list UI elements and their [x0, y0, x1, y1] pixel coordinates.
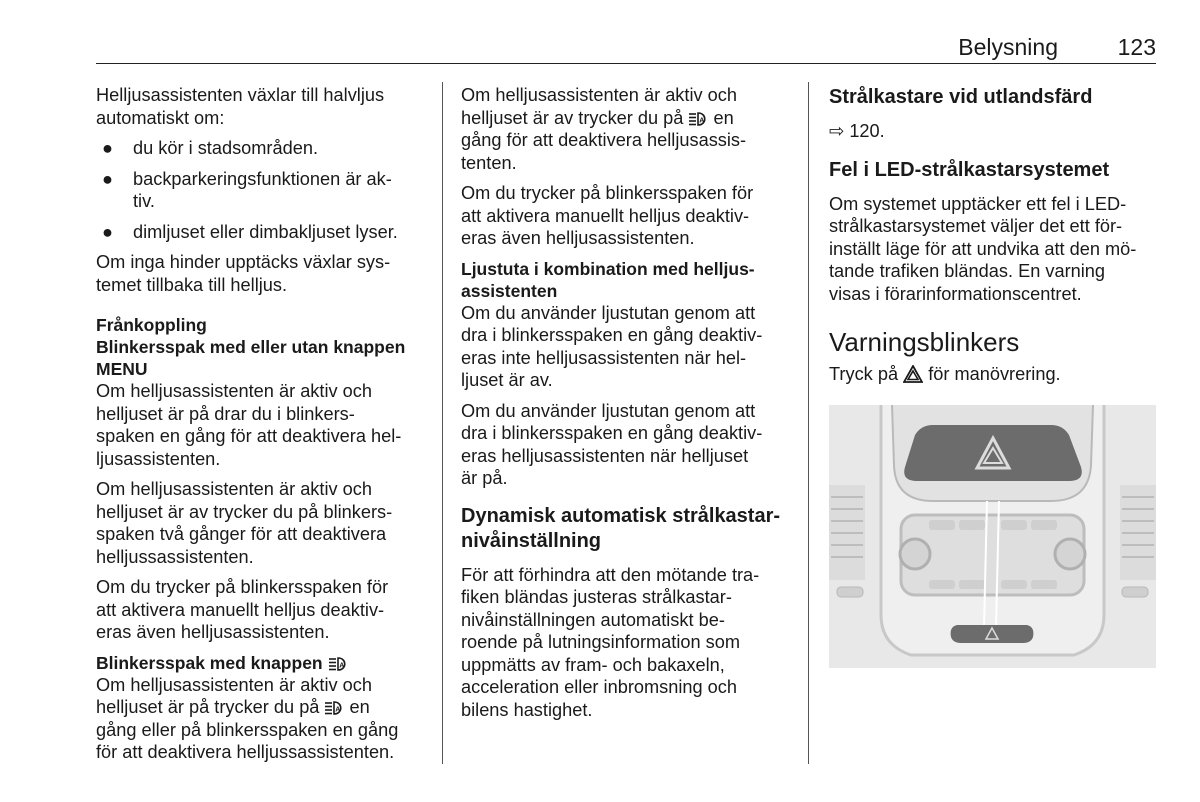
text-line: automatiskt om:	[96, 107, 225, 128]
high-beam-assist-icon	[688, 111, 708, 127]
text-fragment: en	[713, 107, 734, 128]
hazard-warning-icon	[903, 365, 923, 383]
text-line: backparkeringsfunktionen är ak-	[133, 168, 392, 189]
section-heading: Strålkastare vid utlandsfärd	[829, 86, 1093, 108]
section-heading: Fel i LED-strålkastarsystemet	[829, 158, 1110, 181]
bullet-icon: ●	[102, 138, 113, 158]
text-line: är på.	[461, 468, 508, 488]
paragraph	[461, 302, 791, 392]
radio-panel	[900, 515, 1085, 595]
svg-text:A: A	[699, 116, 705, 124]
paragraph	[96, 478, 426, 568]
text-line: roende på lutningsinformation som	[461, 632, 741, 652]
column-divider-2	[808, 82, 809, 764]
text-line: MENU	[96, 359, 148, 379]
text-line: Om systemet upptäcker ett fel i LED-	[829, 193, 1127, 214]
header-rule	[96, 63, 1156, 64]
chapter-title: Belysning	[958, 34, 1058, 60]
text-fragment: för manövrering.	[928, 364, 1061, 384]
chapter-section-heading: Varningsblinkers	[829, 327, 1020, 357]
text-line: att aktivera manuellt helljus deaktiv-	[461, 205, 750, 226]
list-item	[96, 168, 426, 213]
subsection-heading	[461, 258, 791, 302]
text-line: visas i förarinformationscentret.	[829, 283, 1082, 304]
text-line: Om du trycker på blinkersspaken för	[461, 183, 754, 203]
arrow-right-icon: ⇨	[829, 121, 845, 141]
bullet-icon: ●	[102, 221, 113, 242]
text-line: dimljuset eller dimbakljuset lyser.	[133, 221, 398, 242]
text-line: För att förhindra att den mötande tra-	[461, 564, 760, 585]
text-line: gång för att deaktivera helljusassis-	[461, 130, 747, 150]
text-line: Om inga hinder upptäcks växlar sys-	[96, 252, 391, 272]
paragraph	[96, 674, 426, 764]
bullet-icon: ●	[102, 168, 113, 189]
text-line: Blinkersspak med eller utan knappen	[96, 337, 406, 357]
list-item	[96, 221, 426, 244]
svg-text:A: A	[335, 706, 341, 714]
paragraph	[461, 182, 791, 250]
text-line: tiv.	[133, 191, 155, 211]
text-line: tenten.	[461, 152, 517, 173]
text-line: Om helljusassistenten är aktiv och	[96, 674, 372, 695]
paragraph	[96, 576, 426, 644]
text-line: ljuset är av.	[461, 370, 553, 390]
text-line: gång eller på blinkersspaken en gång	[96, 719, 399, 740]
text-line: ljusassistenten.	[96, 448, 221, 469]
paragraph	[461, 400, 791, 490]
heading-text: Blinkersspak med knappen	[96, 652, 323, 673]
high-beam-assist-icon	[324, 700, 344, 716]
text-line: strålkastarsystemet väljer det ett för-	[829, 216, 1123, 236]
hazard-button-closeup	[892, 405, 1093, 501]
text-line: Dynamisk automatisk strålkastar-	[461, 504, 781, 527]
text-line: assistenten	[461, 280, 558, 301]
text-line: nivåinställning	[461, 529, 602, 552]
column-3	[829, 84, 1159, 394]
text-line: spaken en gång för att deaktivera hel-	[96, 426, 402, 446]
text-line: Om du använder ljustutan genom att	[461, 302, 756, 323]
column-1	[96, 84, 426, 772]
left-air-vent	[829, 485, 865, 580]
text-line: eras även helljusassistenten.	[96, 622, 330, 642]
list-item	[96, 137, 426, 160]
column-divider-1	[442, 82, 443, 764]
text-line	[461, 108, 734, 128]
paragraph	[96, 251, 426, 296]
text-line: fiken bländas justeras strålkastar-	[461, 587, 732, 607]
paragraph	[829, 193, 1159, 306]
right-air-vent	[1120, 485, 1156, 580]
paragraph	[829, 363, 1159, 386]
text-line: att aktivera manuellt helljus deaktiv-	[96, 599, 385, 620]
text-fragment: en	[349, 697, 370, 717]
high-beam-assist-icon	[328, 656, 348, 672]
text-fragment: helljuset är på trycker du på	[96, 697, 320, 717]
page-reference: 120.	[849, 121, 885, 141]
text-line: inställt läge för att undvika att den mö-	[829, 238, 1137, 259]
text-line: dra i blinkersspaken en gång deaktiv-	[461, 325, 763, 345]
paragraph	[96, 380, 426, 470]
text-line: spaken två gånger för att deaktivera	[96, 524, 387, 544]
text-line: Ljustuta i kombination med helljus-	[461, 258, 755, 279]
paragraph	[461, 84, 791, 174]
text-line: helljussassistenten.	[96, 546, 254, 567]
text-line: eras helljusassistenten när helljuset	[461, 445, 749, 466]
text-line: tande trafiken bländas. En varning	[829, 261, 1106, 281]
dashboard-illustration	[829, 405, 1156, 668]
text-line: Om du använder ljustutan genom att	[461, 400, 756, 421]
text-line: Helljusassistenten växlar till halvljus	[96, 85, 385, 105]
subsection-heading	[96, 336, 426, 380]
text-line: nivåinställningen automatiskt be-	[461, 609, 725, 630]
hazard-button	[951, 625, 1034, 643]
subsection-heading	[96, 652, 426, 674]
text-fragment: helljuset är av trycker du på	[461, 107, 684, 128]
svg-text:A: A	[338, 661, 344, 669]
text-line: temet tillbaka till helljus.	[96, 274, 288, 295]
text-line: eras inte helljusassistenten när hel-	[461, 347, 747, 368]
section-heading	[461, 504, 791, 554]
text-line: eras även helljusassistenten.	[461, 228, 695, 248]
page-header	[96, 34, 1156, 64]
text-line: du kör i stadsområden.	[133, 138, 319, 158]
center-console-drawing	[829, 405, 1156, 668]
page-number: 123	[1117, 34, 1156, 60]
text-line: helljuset är av trycker du på blinkers-	[96, 501, 393, 522]
section-heading: Frånkoppling	[96, 315, 207, 335]
text-line: Om du trycker på blinkersspaken för	[96, 577, 389, 597]
text-line: för att deaktivera helljussassistenten.	[96, 742, 395, 762]
text-line: Om helljusassistenten är aktiv och	[461, 85, 737, 105]
cross-reference	[829, 120, 1159, 143]
text-fragment: Tryck på	[829, 364, 899, 384]
text-line: dra i blinkersspaken en gång deaktiv-	[461, 423, 763, 443]
column-2	[461, 84, 791, 729]
text-line	[96, 697, 370, 717]
text-line: Om helljusassistenten är aktiv och	[96, 479, 372, 499]
paragraph	[461, 564, 791, 722]
text-line: uppmätts av fram- och bakaxeln,	[461, 654, 725, 675]
text-line: bilens hastighet.	[461, 699, 593, 720]
text-line: acceleration eller inbromsning och	[461, 677, 737, 697]
intro-paragraph	[96, 84, 426, 129]
text-line: helljuset är på drar du i blinkers-	[96, 403, 355, 424]
text-line: Om helljusassistenten är aktiv och	[96, 381, 372, 401]
